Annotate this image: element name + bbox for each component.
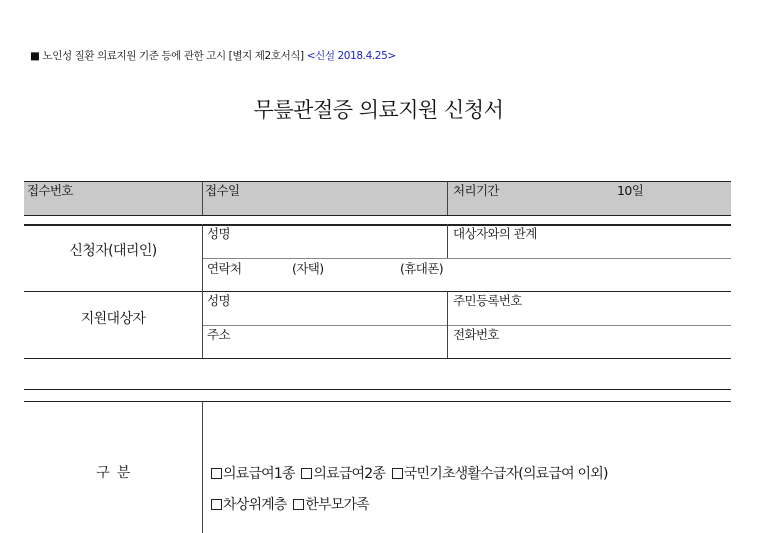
divider — [24, 401, 731, 402]
form-reference-note — [30, 48, 396, 63]
col-divider — [202, 401, 203, 533]
checkbox-icon[interactable] — [392, 468, 403, 479]
receipt-number-label: 접수번호 — [27, 183, 73, 198]
home-phone-label[interactable]: (자택) — [292, 261, 324, 276]
divider — [24, 389, 731, 390]
checkbox-icon[interactable] — [211, 468, 222, 479]
checkbox-icon[interactable] — [301, 468, 312, 479]
divider-thick — [24, 224, 731, 226]
checkbox-icon[interactable] — [211, 499, 222, 510]
phone-label[interactable]: 전화번호 — [453, 327, 499, 342]
checkbox-icon[interactable] — [293, 499, 304, 510]
address-label[interactable]: 주소 — [207, 327, 230, 342]
col-divider — [202, 181, 203, 215]
option-medical-aid-2[interactable]: 의료급여2종 — [301, 466, 385, 482]
col-divider — [447, 224, 448, 258]
category-section-label: 구 분 — [96, 465, 130, 481]
target-name-label[interactable]: 성명 — [207, 293, 230, 308]
contact-label: 연락처 — [207, 261, 242, 276]
processing-period-value: 10일 — [617, 183, 644, 198]
col-divider — [447, 181, 448, 215]
col-divider — [202, 224, 203, 358]
form-reference-text: 노인성 질환 의료지원 기준 등에 관한 고시 [별지 제2호서식] — [42, 50, 304, 62]
divider — [24, 215, 731, 216]
page-title: 무릎관절증 의료지원 신청서 — [253, 98, 504, 122]
option-near-poverty[interactable]: 차상위계층 — [211, 497, 287, 513]
receipt-date-label: 접수일 — [205, 183, 240, 198]
category-options-row-2 — [211, 494, 372, 514]
resident-number-label[interactable]: 주민등록번호 — [453, 293, 522, 308]
processing-period-label: 처리기간 — [453, 183, 499, 198]
option-medical-aid-1[interactable]: 의료급여1종 — [211, 466, 295, 482]
divider — [24, 358, 731, 359]
relation-label[interactable]: 대상자와의 관계 — [453, 226, 537, 241]
option-basic-livelihood[interactable]: 국민기초생활수급자(의료급여 이외) — [392, 466, 608, 482]
col-divider — [447, 291, 448, 358]
revision-date: <신설 2018.4.25> — [306, 50, 396, 62]
mobile-phone-label[interactable]: (휴대폰) — [400, 261, 443, 276]
bullet: ■ — [30, 50, 40, 62]
divider — [202, 258, 731, 259]
applicant-section-label: 신청자(대리인) — [69, 243, 157, 259]
applicant-name-label[interactable]: 성명 — [207, 226, 230, 241]
category-options-row-1 — [211, 463, 611, 483]
target-section-label: 지원대상자 — [80, 311, 146, 327]
option-single-parent[interactable]: 한부모가족 — [293, 497, 369, 513]
divider — [24, 291, 731, 292]
